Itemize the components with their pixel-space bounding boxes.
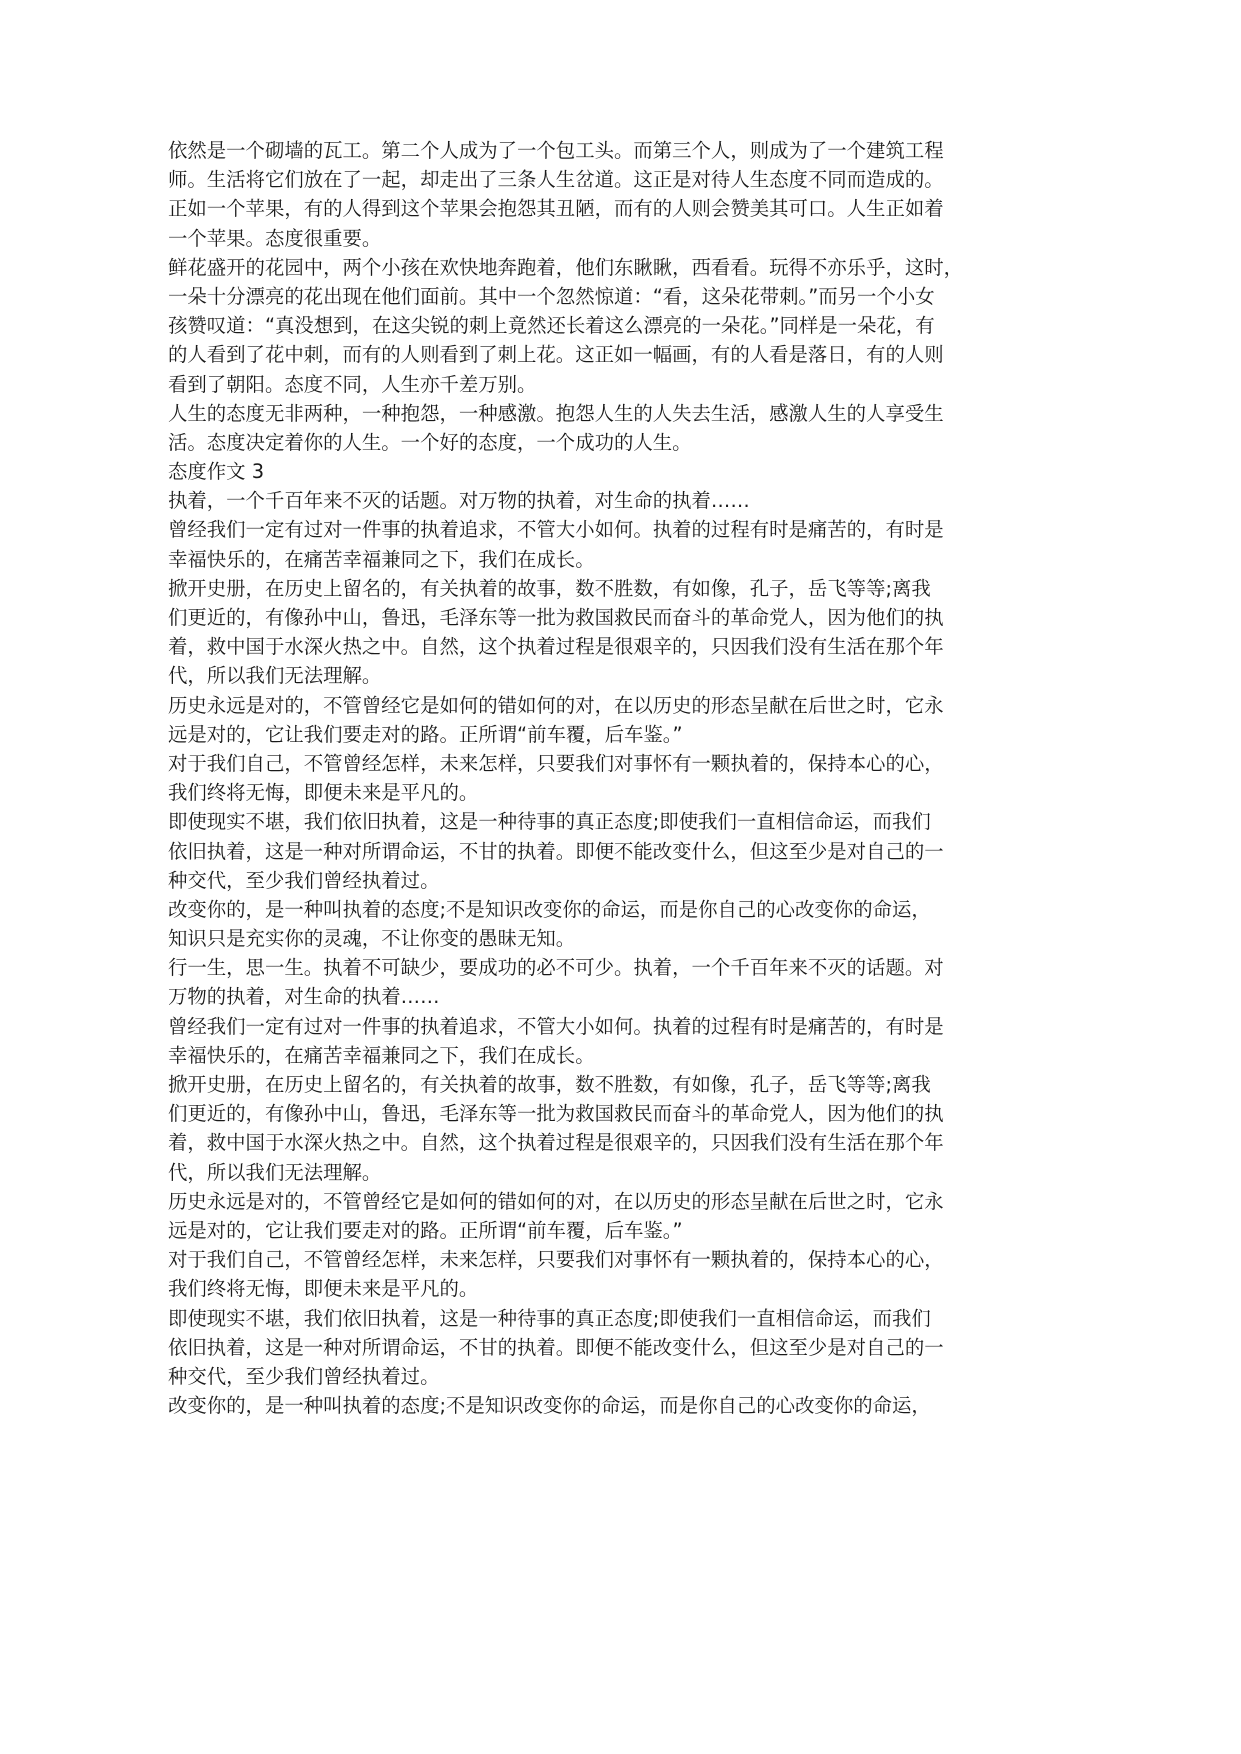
text-line: 万物的执着，对生命的执着……	[168, 985, 440, 1009]
text-line: 曾经我们一定有过对一件事的执着追求，不管大小如何。执着的过程有时是痛苦的，有时是	[168, 518, 944, 542]
text-line: 鲜花盛开的花园中，两个小孩在欢快地奔跑着，他们东瞅瞅，西看看。玩得不亦乐乎，这时，	[168, 255, 964, 279]
text-line: 远是对的，它让我们要走对的路。正所谓“前车覆，后车鉴。”	[168, 1218, 683, 1242]
text-line: 改变你的，是一种叫执着的态度;不是知识改变你的命运，而是你自己的心改变你的命运，	[168, 1394, 931, 1418]
text-line: 依旧执着，这是一种对所谓命运，不甘的执着。即便不能改变什么，但这至少是对自己的一	[168, 1335, 944, 1359]
text-line: 看到了朝阳。态度不同，人生亦千差万别。	[168, 372, 537, 396]
text-line: 一朵十分漂亮的花出现在他们面前。其中一个忽然惊道：“看，这朵花带刺。”而另一个小女	[168, 284, 935, 308]
text-line: 种交代，至少我们曾经执着过。	[168, 868, 440, 892]
text-line: 改变你的，是一种叫执着的态度;不是知识改变你的命运，而是你自己的心改变你的命运，	[168, 897, 931, 921]
text-line: 我们终将无悔，即便未来是平凡的。	[168, 1277, 479, 1301]
text-line: 掀开史册，在历史上留名的，有关执着的故事，数不胜数，有如像，孔子，岳飞等等;离我	[168, 576, 931, 600]
text-line: 着，救中国于水深火热之中。自然，这个执着过程是很艰辛的，只因我们没有生活在那个年	[168, 635, 944, 659]
text-line: 一个苹果。态度很重要。	[168, 226, 382, 250]
text-line: 历史永远是对的，不管曾经它是如何的错如何的对，在以历史的形态呈献在后世之时，它永	[168, 693, 944, 717]
text-line: 正如一个苹果，有的人得到这个苹果会抱怨其丑陋，而有的人则会赞美其可口。人生正如着	[168, 197, 944, 221]
text-line: 师。生活将它们放在了一起，却走出了三条人生岔道。这正是对待人生态度不同而造成的。	[168, 168, 944, 192]
text-line: 依旧执着，这是一种对所谓命运，不甘的执着。即便不能改变什么，但这至少是对自己的一	[168, 839, 944, 863]
text-line: 历史永远是对的，不管曾经它是如何的错如何的对，在以历史的形态呈献在后世之时，它永	[168, 1189, 944, 1213]
text-line: 代，所以我们无法理解。	[168, 664, 382, 688]
text-line: 们更近的，有像孙中山，鲁迅，毛泽东等一批为救国救民而奋斗的革命党人，因为他们的执	[168, 1102, 944, 1126]
text-line: 执着，一个千百年来不灭的话题。对万物的执着，对生命的执着……	[168, 489, 750, 513]
text-line: 知识只是充实你的灵魂，不让你变的愚昧无知。	[168, 927, 576, 951]
text-line: 幸福快乐的，在痛苦幸福兼同之下，我们在成长。	[168, 1043, 595, 1067]
text-line: 对于我们自己，不管曾经怎样，未来怎样，只要我们对事怀有一颗执着的，保持本心的心，	[168, 1248, 944, 1272]
text-line: 们更近的，有像孙中山，鲁迅，毛泽东等一批为救国救民而奋斗的革命党人，因为他们的执	[168, 606, 944, 629]
text-line: 即使现实不堪，我们依旧执着，这是一种待事的真正态度;即使我们一直相信命运，而我们	[168, 810, 931, 834]
text-line: 我们终将无悔，即便未来是平凡的。	[168, 781, 479, 805]
text-line: 依然是一个砌墙的瓦工。第二个人成为了一个包工头。而第三个人，则成为了一个建筑工程	[168, 139, 944, 162]
text-line: 曾经我们一定有过对一件事的执着追求，不管大小如何。执着的过程有时是痛苦的，有时是	[168, 1014, 944, 1038]
text-line: 人生的态度无非两种，一种抱怨，一种感激。抱怨人生的人失去生活，感激人生的人享受生	[168, 401, 944, 425]
text-line: 着，救中国于水深火热之中。自然，这个执着过程是很艰辛的，只因我们没有生活在那个年	[168, 1131, 944, 1155]
text-line: 代，所以我们无法理解。	[168, 1160, 382, 1184]
text-line: 掀开史册，在历史上留名的，有关执着的故事，数不胜数，有如像，孔子，岳飞等等;离我	[168, 1073, 931, 1096]
section-heading: 态度作文 3	[168, 460, 265, 484]
text-line: 活。态度决定着你的人生。一个好的态度，一个成功的人生。	[168, 430, 692, 454]
text-line: 对于我们自己，不管曾经怎样，未来怎样，只要我们对事怀有一颗执着的，保持本心的心，	[168, 751, 944, 775]
text-line: 行一生，思一生。执着不可缺少，要成功的必不可少。执着，一个千百年来不灭的话题。对	[168, 956, 944, 980]
text-line: 远是对的，它让我们要走对的路。正所谓“前车覆，后车鉴。”	[168, 722, 683, 746]
text-line: 孩赞叹道：“真没想到，在这尖锐的刺上竟然还长着这么漂亮的一朵花。”同样是一朵花，有	[168, 314, 935, 338]
text-line: 的人看到了花中刺，而有的人则看到了刺上花。这正如一幅画，有的人看是落日，有的人则	[168, 343, 944, 367]
text-line: 种交代，至少我们曾经执着过。	[168, 1364, 440, 1388]
text-line: 幸福快乐的，在痛苦幸福兼同之下，我们在成长。	[168, 547, 595, 571]
document-body	[168, 136, 1008, 1420]
text-line: 即使现实不堪，我们依旧执着，这是一种待事的真正态度;即使我们一直相信命运，而我们	[168, 1306, 931, 1330]
